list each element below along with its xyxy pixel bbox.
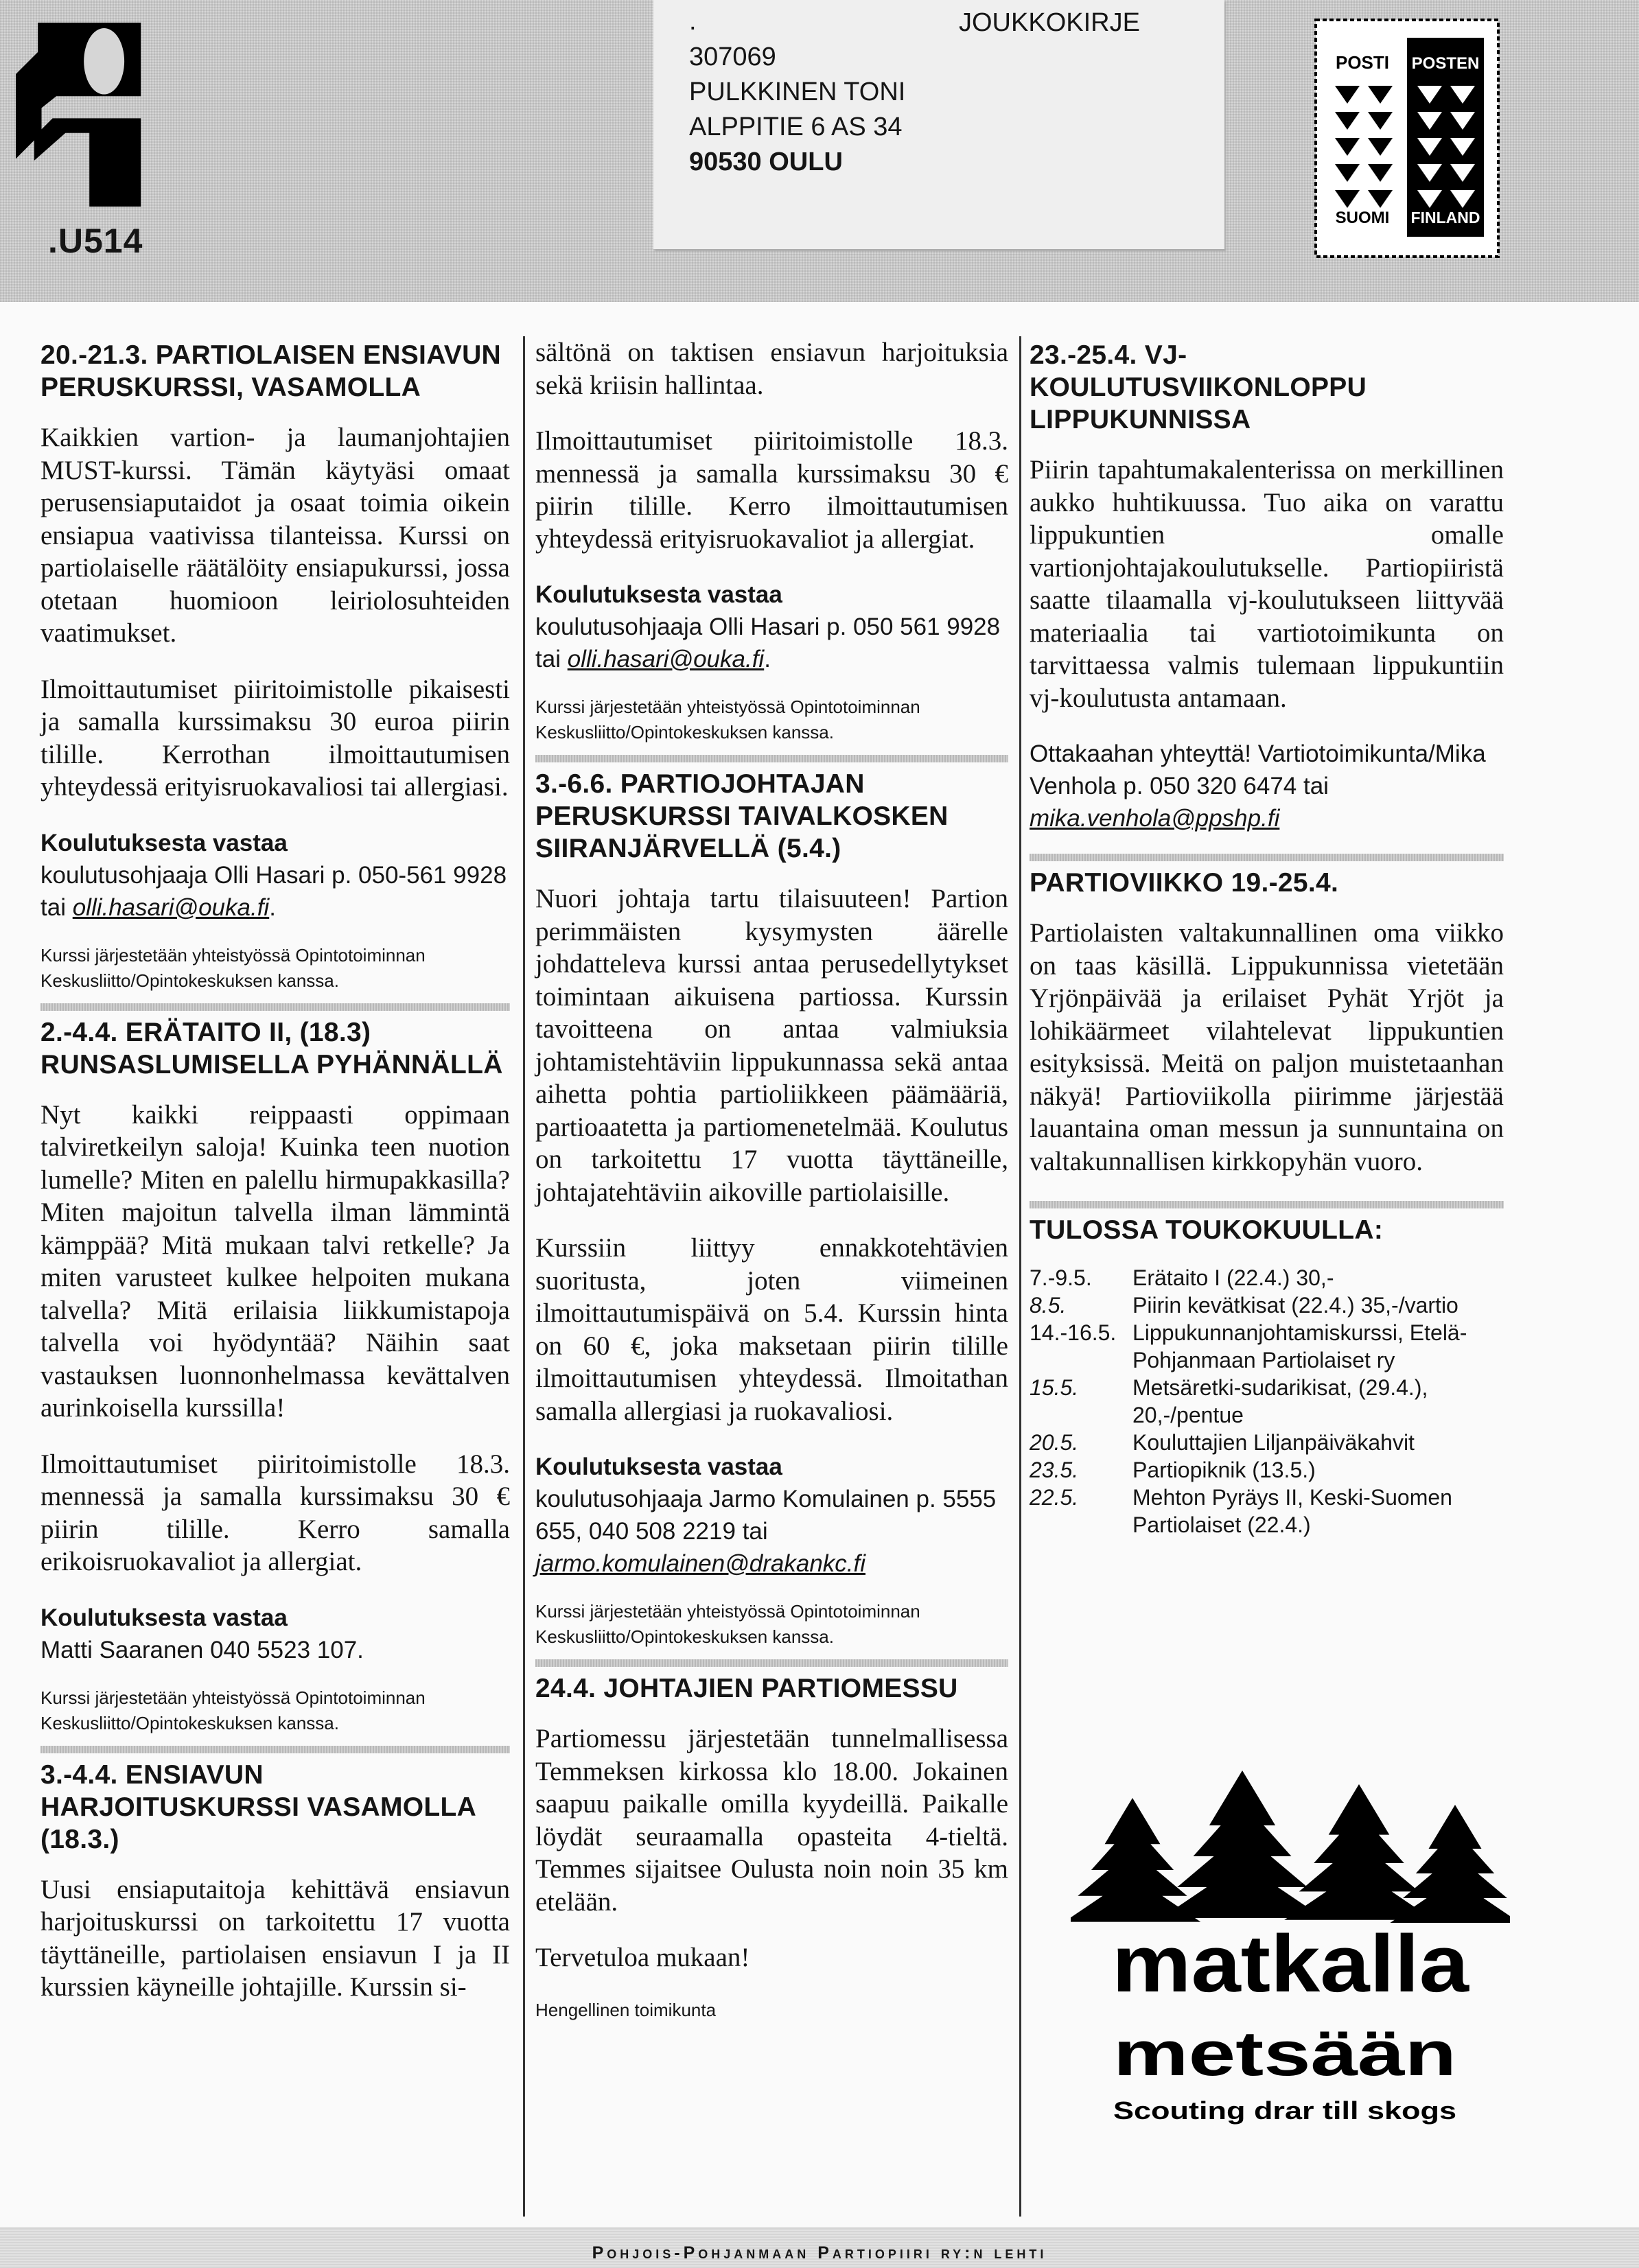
body-paragraph: Partiomessu järjestetään tunnelmallisessa Temmeksen kirkossa klo 18.00. Jokainen saapuu paikalle omilla kyydeillä. Paikalle löydät seuraamalla opasteita 4-tieltä. Temmes sijaitsee Oulusta noin noin 35 km etelään. [535,1724,1008,1917]
body-paragraph: Nyt kaikki reippaasti oppimaan talviretkeilyn saloja! Kuinka teen nuotion lumelle? Miten en palellu hirmupakkasilla? Miten majoitun talvella ilman lämmintä kämppää? Mitä mukaan talvi retkelle? Ja miten varusteet kulkee helpoiten mukana talvella? Mitä erilaisia liikkumistapoja talvella voi hyödyntää? Näihin saat vastauksen luonnonhelmassa kevättalven aurinkoisella kurssilla! [40,1099,510,1423]
logo-tagline: Scouting drar till skogs [1113,2096,1456,2125]
contact-text: Ottakaahan yhteyttä! Vartiotoimikunta/Mika Venhola p. 050 320 6474 tai [1030,740,1486,799]
body-paragraph: Kurssiin liittyy ennakkotehtävien suoritusta, joten viimeinen ilmoittautumispäivä on 5.4. Kurssin hinta on 60 €, joka maksetaan piirin tilille ilmoittautumisen yhteydessä. Ilmoitathan samalla allergiasi ja ruokavaliosi. [535,1233,1008,1426]
schedule-item [1030,1429,1504,1456]
email-link[interactable]: olli.hasari@ouka.fi [72,893,270,921]
postal-city: 90530 OULU [689,148,843,176]
body-paragraph: Ilmoittautumiset piiritoimistolle 18.3. mennessä ja samalla kurssimaksu 30 € piirin tilille. Kerro ilmoittautumisen yhteydessä erityisruokavaliot ja allergiat. [535,426,1008,554]
cooperation-note: Hengellinen toimikunta [535,1999,717,2020]
address-dot: . [689,7,697,36]
schedule-date: 23.5. [1030,1458,1079,1482]
section-divider [1030,1201,1504,1208]
contact-punctuation: . [269,893,276,921]
body-paragraph: sältönä on taktisen ensiavun harjoituksia sekä kriisin hallintaa. [535,338,1008,400]
contact-heading: Koulutuksesta vastaa [40,829,288,856]
logo-line1: matkalla [1112,1919,1470,2009]
column-3 [1030,336,1504,1539]
section-heading: 3.-4.4. ENSIAVUN HARJOITUSKURSSI VASAMOLLA (18.3.) [40,1760,476,1854]
cooperation-note: Kurssi järjestetään yhteistyössä Opintotoiminnan Keskusliitto/Opintokeskuksen kanssa. [40,1687,426,1733]
contact-info [535,1483,1008,1580]
logo-line2: metsään [1113,2019,1456,2089]
stamp-suomi: SUOMI [1335,209,1390,227]
cooperation-note: Kurssi järjestetään yhteistyössä Opintotoiminnan Keskusliitto/Opintokeskuksen kanssa. [535,697,920,743]
contact-info [1030,738,1504,834]
section-heading: TULOSSA TOUKOKUULLA: [1030,1215,1384,1245]
contact-heading: Koulutuksesta vastaa [535,1453,782,1480]
cooperation-note: Kurssi järjestetään yhteistyössä Opintotoiminnan Keskusliitto/Opintokeskuksen kanssa. [40,944,426,991]
footer-text: Pohjois-Pohjanmaan Partiopiiri ry:n lehti [592,2243,1047,2263]
contact-text: Matti Saaranen 040 5523 107. [40,1636,364,1663]
email-link[interactable]: olli.hasari@ouka.fi [567,646,765,673]
body-paragraph: Nuori johtaja tartu tilaisuuteen! Partion perimmäisten kysymysten äärelle johdatteleva kurssi antaa perusedellytykset toimintaan aikuisena partiossa. Kurssin tavoitteena on antaa valmiuksia johtamistehtäviin lippukunnassa sekä antaa aihetta pohtia partioliikkeen päämääriä, partioaatetta ja partiomenetelmää. Koulutus on tarkoitettu 17 vuotta täyttäneille, johtajatehtäviin aikoville partiolaisille. [535,884,1008,1207]
schedule-item [1030,1374,1504,1429]
column-1 [40,336,510,2027]
column-divider [523,336,525,2217]
section-divider [535,755,1008,762]
schedule-event: Metsäretki-sudarikisat, (29.4.), 20,-/pentue [1132,1375,1428,1427]
mailing-header [0,0,1639,302]
member-number: 307069 [689,43,776,71]
schedule-event: Piirin kevätkisat (22.4.) 35,-/vartio [1132,1293,1458,1318]
tree-icon [1071,1798,1200,1922]
matkalla-metsaan-logo [1071,1770,1510,2127]
mail-type: JOUKKOKIRJE [959,8,1140,37]
schedule-event: Erätaito I (22.4.) 30,- [1132,1265,1334,1290]
section-heading: 20.-21.3. PARTIOLAISEN ENSIAVUN PERUSKURSSI, VASAMOLLA [40,340,502,402]
body-paragraph: Ilmoittautumiset piiritoimistolle pikaisesti ja samalla kurssimaksu 30 euroa piirin tilille. Kerrothan ilmoittautumisen yhteydessä erityisruokavaliosi tai allergiasi. [40,674,510,802]
email-link[interactable]: jarmo.komulainen@drakankc.fi [535,1550,866,1577]
stamp-finland: FINLAND [1410,209,1480,226]
contact-info [40,859,510,924]
contact-info [40,1634,510,1666]
schedule-item [1030,1291,1504,1319]
stamp-posti: POSTI [1335,52,1390,73]
schedule-date: 15.5. [1030,1375,1079,1400]
schedule-item [1030,1319,1504,1374]
section-heading: 2.-4.4. ERÄTAITO II, (18.3) RUNSASLUMISELLA PYHÄNNÄLLÄ [40,1017,503,1079]
schedule-date: 20.5. [1030,1430,1079,1455]
schedule-event: Mehton Pyräys II, Keski-Suomen Partiolaiset (22.4.) [1132,1485,1452,1537]
postage-stamp-icon [1313,17,1501,259]
schedule-item [1030,1456,1504,1484]
schedule-date: 14.-16.5. [1030,1320,1117,1345]
schedule-event: Lippukunnanjohtamiskurssi, Etelä-Pohjanmaan Partiolaiset ry [1132,1320,1467,1372]
contact-heading: Koulutuksesta vastaa [40,1604,288,1631]
stamp-posten: POSTEN [1411,54,1480,73]
column-divider [1019,336,1021,2217]
contact-info [535,611,1008,675]
schedule-event: Kouluttajien Liljanpäiväkahvit [1132,1430,1415,1455]
section-divider [40,1003,510,1011]
recipient-name: PULKKINEN TONI [689,78,906,106]
email-link[interactable]: mika.venhola@ppshp.fi [1030,805,1280,832]
schedule-list [1030,1264,1504,1539]
section-heading: 3.-6.6. PARTIOJOHTAJAN PERUSKURSSI TAIVALKOSKEN SIIRANJÄRVELLÄ (5.4.) [535,769,949,863]
contact-text: koulutusohjaaja Olli Hasari p. 050 561 9928 tai [535,613,1001,673]
column-2 [535,336,1008,2033]
section-heading: 23.-25.4. VJ-KOULUTUSVIIKONLOPPU LIPPUKUNNISSA [1030,340,1367,434]
cooperation-note: Kurssi järjestetään yhteistyössä Opintotoiminnan Keskusliitto/Opintokeskuksen kanssa. [535,1601,920,1647]
section-divider [40,1746,510,1753]
body-paragraph: Partiolaisten valtakunnallinen oma viikko on taas käsillä. Lippukunnissa vietetään Yrjönpäivää ja erilaiset Pyhät Yrjöt ja lohikäärmeet vilahtelevat lippukuntien esityksissä. Meitä on paljon muistetaanhan näkyä! Partioviikolla piirimme järjestää lauantaina oman messun ja sunnuntaina on valtakunnallisen kirkkopyhän vuoro. [1030,918,1504,1176]
issue-code: .U514 [48,222,143,260]
schedule-event: Partiopiknik (13.5.) [1132,1458,1316,1482]
schedule-date: 22.5. [1030,1485,1079,1510]
partiopiiri-logo-icon [16,23,200,207]
address-label [653,0,1224,249]
schedule-item [1030,1264,1504,1291]
contact-heading: Koulutuksesta vastaa [535,581,782,608]
schedule-item [1030,1484,1504,1539]
section-heading: PARTIOVIIKKO 19.-25.4. [1030,868,1339,898]
contact-punctuation: . [764,646,771,673]
body-paragraph: Ilmoittautumiset piiritoimistolle 18.3. mennessä ja samalla kurssimaksu 30 € piirin tilille. Kerro samalla erikoisruokavaliot ja allergiat. [40,1449,510,1576]
schedule-date: 8.5. [1030,1293,1067,1318]
schedule-date: 7.-9.5. [1030,1265,1092,1290]
contact-text: koulutusohjaaja Olli Hasari p. 050-561 9928 tai [40,861,507,921]
contact-text: koulutusohjaaja Jarmo Komulainen p. 5555 655, 040 508 2219 tai [535,1486,997,1545]
footer [0,2227,1639,2268]
body-paragraph: Kaikkien vartion- ja laumanjohtajien MUST-kurssi. Tämän käytyäsi omaat perusensiaputaidot ja osaat toimia oikein ensiapua vaativissa tilanteissa. Kurssi on partiolaiselle räätälöity ensiapukurssi, jossa otetaan huomioon leiriolosuhteiden vaatimukset. [40,423,510,648]
section-heading: 24.4. JOHTAJIEN PARTIOMESSU [535,1674,958,1703]
body-paragraph: Piirin tapahtumakalenterissa on merkillinen aukko huhtikuussa. Tuo aika on varattu lippukuntien omalle vartionjohtajakoulutukselle. Partiopiiristä saatte tilaamalla vj-koulutukseen liittyvää materiaalia tai vartiotoimikunta on tarvittaessa valmis tulemaan lippukuntiin vj-koulutusta antamaan. [1030,455,1504,713]
section-divider [535,1659,1008,1667]
section-divider [1030,854,1504,861]
body-paragraph: Tervetuloa mukaan! [535,1943,750,1972]
street-address: ALPPITIE 6 AS 34 [689,113,903,141]
tree-icon [1284,1784,1434,1920]
body-paragraph: Uusi ensiaputaitoja kehittävä ensiavun harjoituskurssi on tarkoitettu 17 vuotta täyttäneille, partiolaisen ensiavun I ja II kurssien käyneille johtajille. Kurssin si- [40,1874,510,2002]
